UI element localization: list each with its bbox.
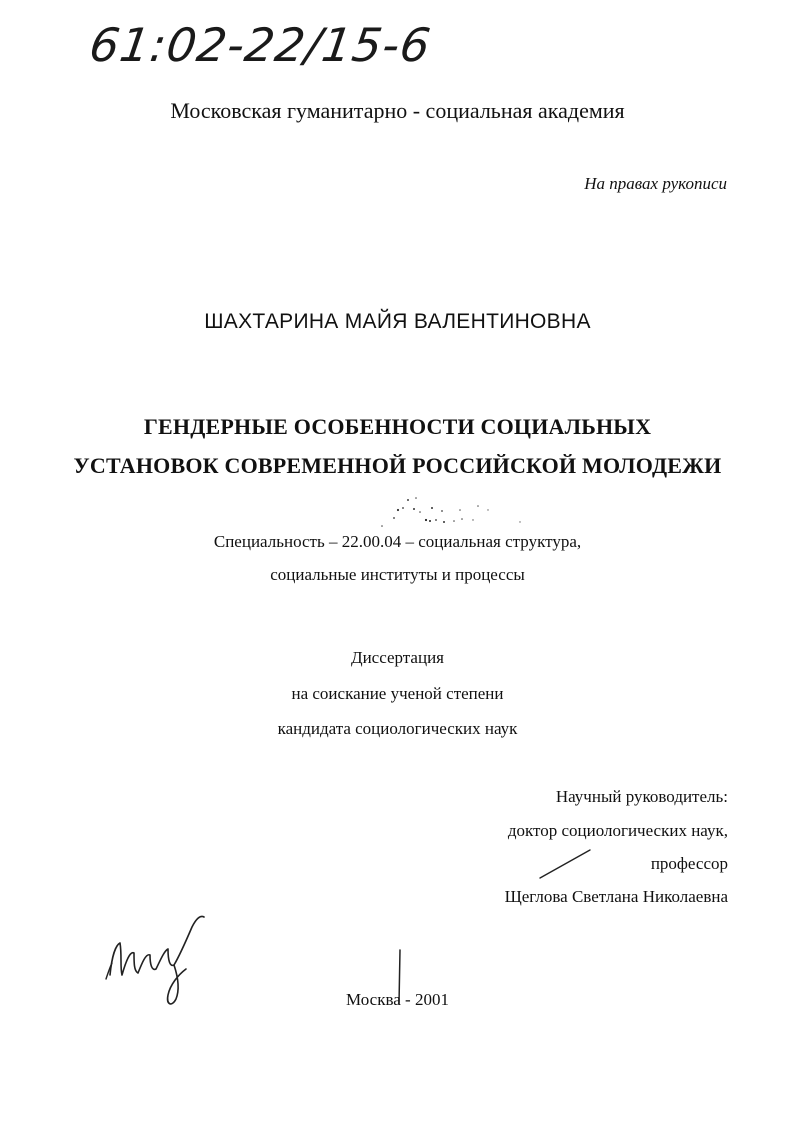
institution-name: Московская гуманитарно - социальная академия: [170, 98, 625, 123]
author-name: ШАХТАРИНА МАЙЯ ВАЛЕНТИНОВНА: [204, 310, 591, 333]
advisor-title: профессор: [650, 854, 728, 873]
thesis-title-line-2: УСТАНОВОК СОВРЕМЕННОЙ РОССИЙСКОЙ МОЛОДЕЖИ: [73, 453, 722, 478]
thesis-title-line-1: ГЕНДЕРНЫЕ ОСОБЕННОСТИ СОЦИАЛЬНЫХ: [143, 414, 652, 439]
city-year: Москва - 2001: [346, 990, 449, 1009]
specialty-line-2: социальные институты и процессы: [270, 565, 525, 584]
dissertation-label: Диссертация: [350, 648, 444, 667]
handwritten-slash-mark: [536, 844, 596, 884]
degree-purpose: на соискание ученой степени: [291, 684, 504, 703]
advisor-label: Научный руководитель:: [555, 787, 728, 806]
degree-name: кандидата социологических наук: [277, 719, 518, 738]
advisor-name: Щеглова Светлана Николаевна: [504, 887, 728, 906]
advisor-degree: доктор социологических наук,: [507, 821, 728, 840]
scan-noise-speckles: [370, 488, 530, 538]
specialty-line-1: Специальность – 22.00.04 – социальная структура,: [213, 532, 582, 551]
handwritten-catalog-code: 61:02-22/15-6: [86, 18, 435, 72]
manuscript-note: На правах рукописи: [584, 174, 727, 193]
